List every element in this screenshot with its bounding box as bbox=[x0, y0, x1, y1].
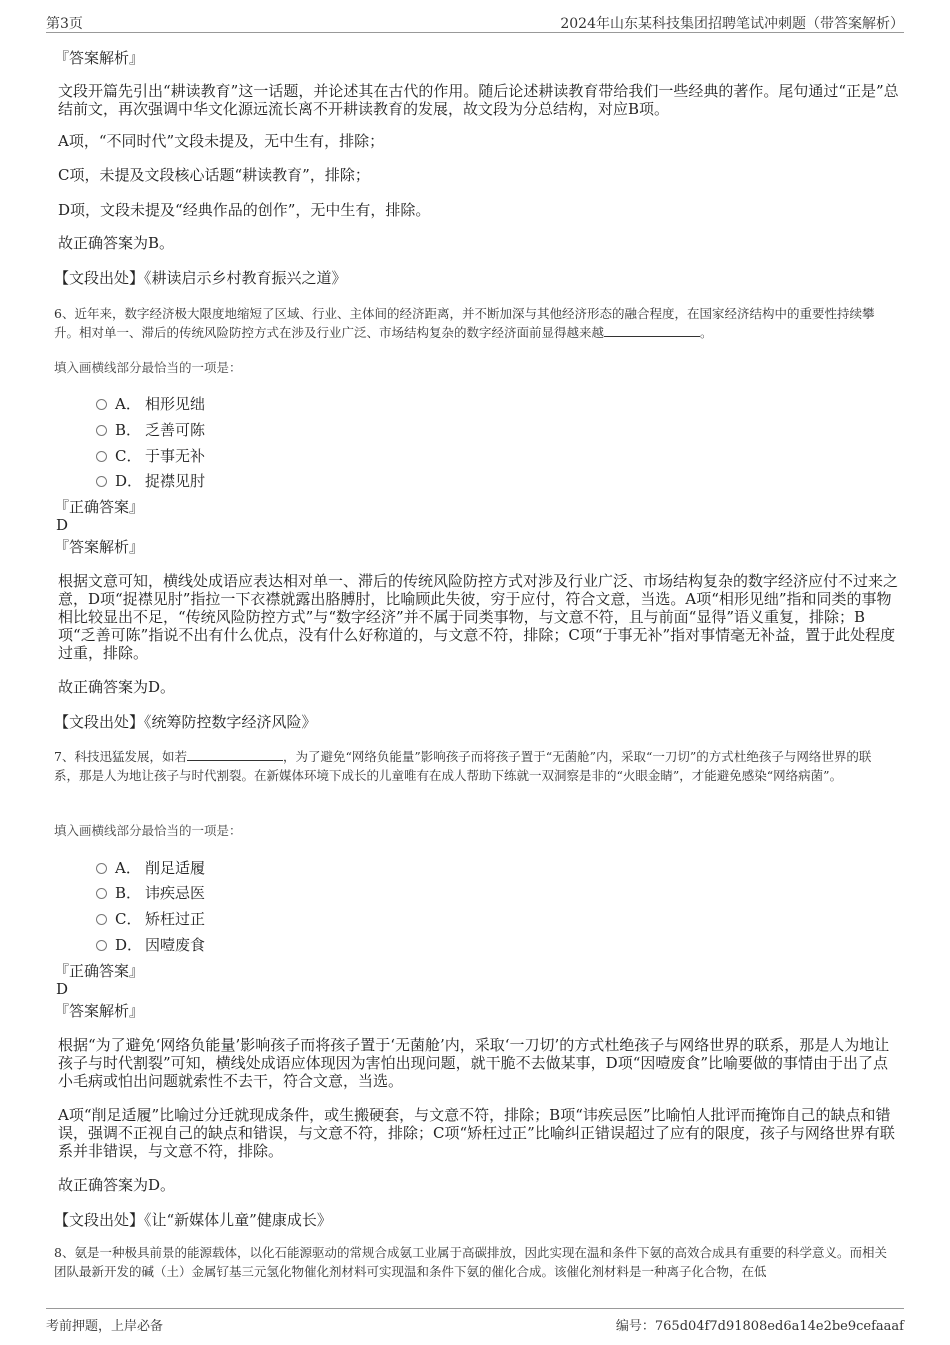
question-stem: 7、科技迅猛发展，如若 ，为了避免“网络负能量”影响孩子而将孩子置于“无菌舱”内，采取“一刀切”的方式杜绝孩子与网络世界的联系，那是人为地让孩子与时代割裂。在新媒体环境下成长的儿童唯有在成人帮助下练就一双洞察是非的“火眼金睛”，才能避免感染“网络病菌”。 bbox=[54, 749, 872, 783]
radio-button[interactable] bbox=[96, 451, 107, 462]
radio-button[interactable] bbox=[96, 425, 107, 436]
analysis-paragraph: 根据“为了避免‘网络负能量’影响孩子而将孩子置于‘无菌舱’内，采取‘一刀切’的方式杜绝孩子与网络世界的联系，那是人为地让孩子与时代割裂”可知，横线处成语应体现因为害怕出现问题，就干脆不去做某事，D项“因噎废食”比喻要做的事情由于出了点小毛病或怕出问题就索性不去干，符合文意，当选。 bbox=[58, 1036, 890, 1090]
page-number: 第3页 bbox=[46, 16, 83, 32]
radio-button[interactable] bbox=[96, 863, 107, 874]
page-header bbox=[46, 10, 904, 33]
option-c[interactable]: C． 于事无补 bbox=[96, 445, 205, 465]
option-c[interactable]: C． 矫枉过正 bbox=[96, 908, 205, 928]
conclusion: 故正确答案为D。 bbox=[58, 678, 176, 696]
option-b[interactable]: B． 讳疾忌医 bbox=[96, 882, 205, 902]
question-instruction: 填入画横线部分最恰当的一项是： bbox=[54, 823, 242, 838]
conclusion: 故正确答案为D。 bbox=[58, 1176, 176, 1194]
source-citation: 【文段出处】《耕读启示乡村教育振兴之道》 bbox=[54, 269, 347, 287]
source-citation: 【文段出处】《让“新媒体儿童”健康成长》 bbox=[54, 1211, 332, 1229]
analysis-paragraph: A项，“不同时代”文段未提及，无中生有，排除； bbox=[58, 132, 385, 150]
footer-slogan: 考前押题，上岸必备 bbox=[46, 1319, 164, 1334]
question-stem: 8、氨是一种极具前景的能源载体，以化石能源驱动的常规合成氨工业属于高碳排放，因此实现在温和条件下氨的高效合成具有重要的科学意义。而相关团队最新开发的碱（土）金属钌基三元氢化物催化剂材料可实现温和条件下氨的催化合成。该催化剂材料是一种离子化合物，在低 bbox=[54, 1245, 887, 1279]
analysis-paragraph: A项“削足适履”比喻过分迁就现成条件，或生搬硬套，与文意不符，排除；B项“讳疾忌医”比喻怕人批评而掩饰自己的缺点和错误，强调不正视自己的缺点和错误，与文意不符，排除；C项“矫枉过正”比喻纠正错误超过了应有的限度，孩子与网络世界有联系并非错误，与文意不符，排除。 bbox=[58, 1106, 895, 1160]
analysis-label: 『答案解析』 bbox=[54, 538, 145, 556]
blank-line bbox=[604, 324, 700, 337]
option-b[interactable]: B． 乏善可陈 bbox=[96, 419, 205, 439]
radio-button[interactable] bbox=[96, 914, 107, 925]
option-a[interactable]: A． 相形见绌 bbox=[96, 393, 205, 413]
document-title: 2024年山东某科技集团招聘笔试冲刺题（带答案解析） bbox=[560, 16, 904, 32]
conclusion: 故正确答案为B。 bbox=[58, 234, 175, 252]
analysis-paragraph: 根据文意可知，横线处成语应表达相对单一、滞后的传统风险防控方式对涉及行业广泛、市场结构复杂的数字经济应付不过来之意，D项“捉襟见肘”指拉一下衣襟就露出胳膊肘，比喻顾此失彼，穷于应付，符合文意，当选。A项“相形见绌”指和同类的事物相比较显出不足，“传统风险防控方式”与“数字经济”并不属于同类事物，与文意不符，且与前面“显得”语义重复，排除；B项“乏善可陈”指说不出有什么优点，没有什么好称道的，与文意不符，排除；C项“于事无补”指对事情毫无补益，置于此处程度过重，排除。 bbox=[58, 572, 899, 662]
option-a[interactable]: A． 削足适履 bbox=[96, 857, 205, 877]
analysis-label: 『答案解析』 bbox=[54, 49, 145, 67]
analysis-paragraph: 文段开篇先引出“耕读教育”这一话题，并论述其在古代的作用。随后论述耕读教育带给我们一些经典的著作。尾句通过“正是”总结前文，再次强调中华文化源远流长离不开耕读教育的发展，故文段为分总结构，对应B项。 bbox=[58, 82, 899, 118]
question-stem: 6、近年来，数字经济极大限度地缩短了区域、行业、主体间的经济距离，并不断加深与其他经济形态的融合程度，在国家经济结构中的重要性持续攀升。相对单一、滞后的传统风险防控方式在涉及行业广泛、市场结构复杂的数字经济面前显得越来越 。 bbox=[54, 306, 875, 340]
question-instruction: 填入画横线部分最恰当的一项是： bbox=[54, 360, 242, 375]
correct-answer-label: 『正确答案』 bbox=[54, 498, 145, 516]
analysis-paragraph: C项，未提及文段核心话题“耕读教育”，排除； bbox=[58, 166, 370, 184]
option-d[interactable]: D． 因噎废食 bbox=[96, 934, 205, 954]
analysis-label: 『答案解析』 bbox=[54, 1002, 145, 1020]
radio-button[interactable] bbox=[96, 888, 107, 899]
radio-button[interactable] bbox=[96, 399, 107, 410]
document-code: 编号：765d04f7d91808ed6a14e2be9cefaaaf bbox=[615, 1319, 904, 1334]
radio-button[interactable] bbox=[96, 476, 107, 487]
option-d[interactable]: D． 捉襟见肘 bbox=[96, 470, 205, 490]
correct-answer: D bbox=[56, 516, 69, 534]
source-citation: 【文段出处】《统筹防控数字经济风险》 bbox=[54, 713, 317, 731]
analysis-paragraph: D项，文段未提及“经典作品的创作”，无中生有，排除。 bbox=[58, 201, 431, 219]
page-footer bbox=[46, 1308, 904, 1333]
correct-answer: D bbox=[56, 980, 69, 998]
radio-button[interactable] bbox=[96, 940, 107, 951]
blank-line bbox=[187, 748, 283, 761]
correct-answer-label: 『正确答案』 bbox=[54, 962, 145, 980]
